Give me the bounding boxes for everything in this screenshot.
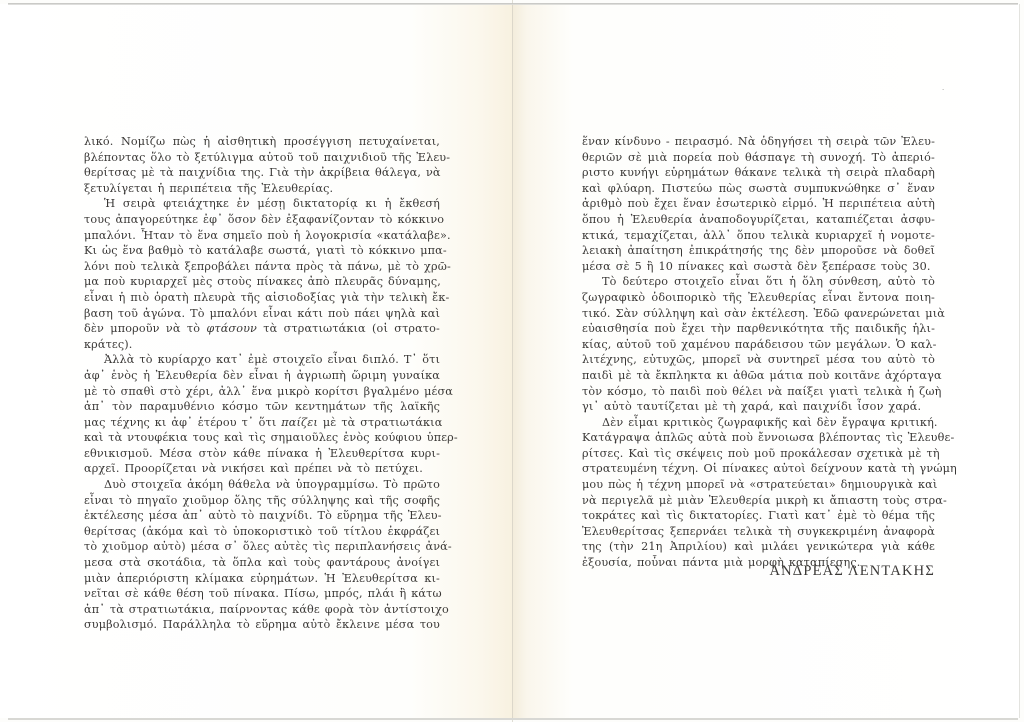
text-line: λικό. Νομίζω πὼς ἡ αἰσθητικὴ προσέγγιση πετυχαίνεται, — [84, 135, 440, 148]
author-signature: ΑΝΔΡΕΑΣ ΛΕΝΤΑΚΗΣ — [769, 563, 935, 579]
paragraph-start-line: Δὲν εἶμαι κριτικὸς ζωγραφικῆς καὶ δὲν ἔγραψα κριτική. — [602, 415, 938, 429]
text-line: ἀπ᾿ τὰ στρατιωτάκια, παίρνοντας κάθε φορὰ τὸν ἀντίστοιχο — [84, 602, 449, 616]
text-line: λειακὴ ἀπαίτηση ἐπικράτησής της δὲν μποροῦσε νὰ δοθεῖ — [582, 244, 935, 258]
text-line: εὐαισθησία ποὺ ἔχει τὴν παρθενικότητα τῆς παιδικῆς ἡλι- — [582, 322, 935, 336]
emphasized-word: παίζει — [281, 415, 318, 429]
text-line: μέσα σὲ 5 ἢ 10 πίνακες καὶ σωστὰ δὲν ξεπέρασε τοὺς 30. — [582, 259, 931, 273]
text-line: κτικά, τεμαχίζεται, ἀλλ᾿ ὅπου τελικὰ κυριαρχεῖ ἡ νομοτε- — [582, 228, 935, 242]
text-line: Ἐλευθερίτσας ξεπερνάει τελικὰ τὴ συγκεκριμένη ἀναφορὰ — [582, 524, 935, 538]
text-line: εἶναι τὸ πηγαῖο χιοῦμορ ὅλης τῆς σύλληψης καὶ τῆς σοφῆς — [84, 493, 440, 507]
text-line: ρίτσες. Καὶ τὶς σκέψεις ποὺ μοῦ προκάλεσαν σχετικὰ μὲ τὴ — [582, 446, 940, 460]
text-line: γι᾿ αὐτὸ ταυτίζεται μὲ τὴ χαρά, καὶ παιχνίδι ἶσον χαρά. — [582, 400, 922, 414]
text-line: μεσα στὰ σκοτάδια, τὰ ὅπλα καὶ τοὺς φαντάρους ἀνοίγει — [84, 556, 440, 570]
text-line: ἐξουσία, ποὖναι πάντα μιὰ μορφὴ καταπίεσης. — [582, 556, 861, 570]
text-line: κράτες). — [84, 337, 133, 351]
text-line: θερίτσας (ἀκόμα καὶ τὸ ὑποκοριστικὸ τοῦ τίτλου ἐκφράζει — [84, 524, 440, 538]
text-line: εἶναι ἡ πιὸ ὁρατὴ πλευρὰ τῆς αἰσιοδοξίας γιὰ τὴν τελικὴ ἔκ- — [84, 290, 450, 304]
text-line: Κι ὡς ἕνα βαθμὸ τὸ κατάλαβε σωστά, γιατὶ τὸ κόκκινο μπα- — [84, 244, 447, 258]
text-line — [84, 415, 443, 431]
paragraph-start-line: Ἀλλὰ τὸ κυρίαρχο κατ᾿ ἐμὲ στοιχεῖο εἶναι διπλό. Τ᾿ ὅτι — [104, 353, 440, 367]
text-line: λιτέχνης, εὐτυχῶς, μπορεῖ νὰ συντηρεῖ μέσα του αὐτὸ τὸ — [582, 353, 935, 367]
text-line: καὶ τὰ ντουφέκια τους καὶ τὶς σημαιοῦλες ἑνὸς κούφιου ὑπερ- — [84, 431, 458, 445]
text-line — [84, 321, 440, 337]
text-line: καὶ φλύαρη. Πιστεύω πὼς σωστὰ συμπυκνώθηκε σ᾿ ἕναν — [582, 181, 935, 195]
text-line: ἐκτέλεσης μέσα ἀπ᾿ αὐτὸ τὸ παιχνίδι. Τὸ εὕρημα τῆς Ἐλευ- — [84, 509, 442, 523]
text-line: ξετυλίγεται ἡ περιπέτεια τῆς Ἐλευθερίας. — [84, 181, 334, 195]
text-line: μιὰν ἀπεριόριστη κλίμακα εὑρημάτων. Ἡ Ἐλευθερίτσα κι- — [84, 571, 440, 585]
paragraph-start-line: Ἡ σειρὰ φτειάχτηκε ἐν μέσῃ δικτατορίᾳ κι ἡ ἔκθεσή — [104, 197, 440, 211]
text-line: στρατευμένη τέχνη. Οἱ πίνακες αὐτοὶ δείχνουν κατὰ τὴ γνώμη — [582, 462, 957, 476]
bottom-page-edge — [8, 718, 1018, 720]
text-segment: μας τέχνης κι ἀφ᾿ ἑτέρου τ᾿ ὅτι — [84, 415, 282, 429]
text-line: Κατάγραψα ἁπλῶς αὐτὰ ποὺ ἔννοιωσα βλέποντας τὶς Ἐλευθε- — [582, 431, 955, 445]
text-line: ὅπου ἡ Ἐλευθερία ἀναποδογυρίζεται, καταπιέζεται ἀσφυ- — [582, 212, 935, 226]
text-segment: τὰ στρατιωτάκια (οἱ στρατο- — [256, 322, 440, 336]
text-line: βλέποντας ὅλο τὸ ξετύλιγμα αὐτοῦ τοῦ παιχνιδιοῦ τῆς Ἐλευ- — [84, 150, 451, 164]
right-page-text — [582, 134, 957, 571]
right-page-edge — [1019, 4, 1020, 718]
text-line: τὸ χιοῦμορ αὐτὸ) μέσα σ᾿ ὅλες αὐτὲς τὶς περιπλανήσεις ἀνά- — [84, 540, 452, 554]
text-line: ριστο κυνήγι εὑρημάτων θάκανε τελικὰ τὴ σειρὰ πλαδαρὴ — [582, 166, 935, 180]
text-line: εθνικισμοῦ. Μέσα στὸν κάθε πίνακα ἡ Ἐλευθερίτσα κυρι- — [84, 446, 440, 460]
text-line: ἕναν κίνδυνο - πειρασμό. Νὰ ὁδηγήσει τὴ σειρὰ τῶν Ἐλευ- — [582, 135, 935, 148]
text-line: παιδὶ μὲ τὰ ἔκπληκτα κι ἀθῶα μάτια ποὺ κοιτᾶνε ἀχόρταγα — [582, 368, 942, 382]
top-page-edge — [8, 3, 1018, 5]
text-line: αρχεῖ. Προορίζεται νὰ νικήσει καὶ πρέπει νὰ τὸ πετύχει. — [84, 462, 423, 476]
emphasized-word: φτάσουν — [206, 322, 257, 336]
text-line: θερίτσας μὲ τὰ παιχνίδια της. Γιὰ τὴν ἀκρίβεια θάλεγα, νὰ — [84, 166, 441, 180]
text-line: νεῖται σὲ κάθε θέση τοῦ πίνακα. Πίσω, μπρός, πλάι ἢ κάτω — [84, 587, 442, 601]
book-gutter — [512, 0, 513, 722]
paragraph-start-line: Τὸ δεύτερο στοιχεῖο εἶναι ὅτι ἡ ὅλη σύνθεση, αὐτὸ τὸ — [602, 275, 935, 289]
text-line: βαση τοῦ ἀγώνα. Τὸ μπαλόνι εἶναι κάτι ποὺ πάει ψηλὰ καὶ — [84, 306, 440, 320]
text-line: μπαλόνι. Ἦταν τὸ ἕνα σημεῖο ποὺ ἡ λογοκρισία «κατάλαβε». — [84, 228, 451, 242]
text-line: τικό. Σὰν σύλληψη καὶ σὰν ἐκτέλεση. Ἐδῶ φανερώνεται μιὰ — [582, 306, 945, 320]
paragraph-start-line: Δυὸ στοιχεῖα ἀκόμη θάθελα νὰ ὑπογραμμίσω. Τὸ πρῶτο — [104, 478, 440, 492]
text-segment: δὲν μποροῦν νὰ τὸ — [84, 322, 207, 336]
text-line: ἀφ᾿ ἑνὸς ἡ Ἐλευθερία δὲν εἶναι ἡ ἀγριωπὴ ὥριμη γυναίκα — [84, 368, 440, 382]
text-line: ζωγραφικὸ ὁδοιπορικὸ τῆς Ἐλευθερίας εἶναι ἔντονα ποιη- — [582, 290, 935, 304]
text-line: κίας, αὐτοῦ τοῦ χαμένου παράδεισου τῶν μεγάλων. Ὁ καλ- — [582, 337, 937, 351]
text-line: συμβολισμό. Παράλληλα τὸ εὕρημα αὐτὸ ἔκλεινε μέσα του — [84, 618, 440, 632]
text-line: νὰ περιγελᾶ μὲ μιὰν Ἐλευθερία μικρὴ κι ἄπιαστη τοὺς στρα- — [582, 493, 947, 507]
text-line: λόνι ποὺ τελικὰ ξεπροβάλει πάντα πρὸς τὰ πάνω, μὲ τὸ χρῶ- — [84, 259, 451, 273]
text-line: ἀπ᾿ τὸν παραμυθένιο κόσμο τῶν κεντημάτων τῆς λαϊκῆς — [84, 400, 440, 414]
text-line: τους ἀπαγορεύτηκε ἐφ᾿ ὅσον δὲν ἐξαφανίζονταν τὸ κόκκινο — [84, 212, 445, 226]
text-line: μου πὼς ἡ τέχνη μπορεῖ νὰ «στρατεύεται» δημιουργικὰ καὶ — [582, 478, 938, 492]
text-line: τὸν κόσμο, τὸ παιδὶ ποὺ θέλει νὰ παίξει γιατὶ τελικὰ ἡ ζωὴ — [582, 384, 942, 398]
left-page-text — [84, 134, 458, 633]
text-line: τοκράτες καὶ τὶς δικτατορίες. Γιατὶ κατ᾿ ἐμὲ τὸ θέμα τῆς — [582, 509, 935, 523]
text-line: της (τὴν 21η Ἀπριλίου) καὶ μιλάει γενικώτερα γιὰ κάθε — [582, 540, 935, 554]
text-line: ἀριθμὸ ποὺ ἔχει ἕναν ἐσωτερικὸ εἱρμό. Ἡ περιπέτεια αὐτὴ — [582, 197, 935, 211]
paper-speck: · — [942, 86, 945, 94]
text-line: μα ποὺ κυριαρχεῖ μὲς στοὺς πίνακες ἀπὸ πλευρᾶς δύναμης, — [84, 275, 441, 289]
text-line: μὲ τὸ σπαθὶ στὸ χέρι, ἀλλ᾿ ἕνα μικρὸ κορίτσι βγαλμένο μέσα — [84, 384, 453, 398]
text-segment: μὲ τὰ στρατιωτάκια — [317, 415, 443, 429]
text-line: θεριῶν σὲ μιὰ πορεία ποὺ θάσπαγε τὴ συνοχή. Τὸ ἀπεριό- — [582, 150, 935, 164]
